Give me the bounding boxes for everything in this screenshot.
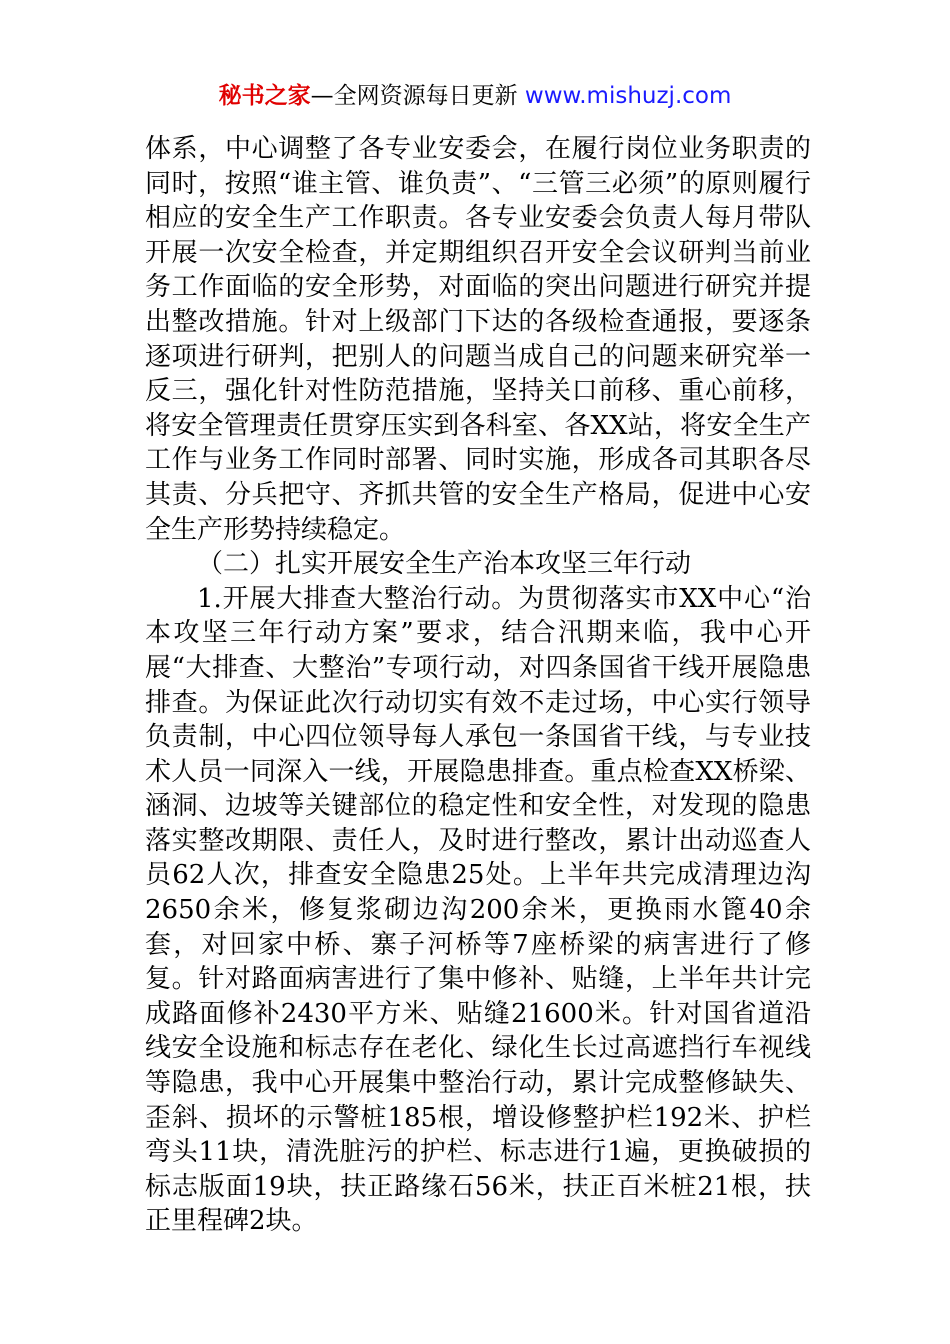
document-body [145, 132, 811, 1239]
site-brand: 秘书之家 [218, 83, 311, 109]
page-header [0, 80, 950, 112]
site-tagline: —全网资源每日更新 [310, 83, 518, 109]
body-paragraph: 体系，中心调整了各专业安委会，在履行岗位业务职责的同时，按照“谁主管、谁负责”、“三管三必须”的原则履行相应的安全生产工作职责。各专业安委会负责人每月带队开展一次安全检查，并定期组织召开安全会议研判当前业务工作面临的安全形势，对面临的突出问题进行研究并提出整改措施。针对上级部门下达的各级检查通报，要逐条逐项进行研判，把别人的问题当成自己的问题来研究举一反三，强化针对性防范措施，坚持关口前移、重心前移，将安全管理责任贯穿压实到各科室、各XX站，将安全生产工作与业务工作同时部署、同时实施，形成各司其职各尽其责、分兵把守、齐抓共管的安全生产格局，促进中心安全生产形势持续稳定。 [145, 134, 811, 545]
section-heading: （二）扎实开展安全生产治本攻坚三年行动 [197, 549, 692, 580]
site-url-link[interactable]: www.mishuzj.com [524, 83, 732, 109]
body-paragraph: 1.开展大排查大整治行动。为贯彻落实市XX中心“治本攻坚三年行动方案”要求，结合汛期来临，我中心开展“大排查、大整治”专项行动，对四条国省干线开展隐患排查。为保证此次行动切实有效不走过场，中心实行领导负责制，中心四位领导每人承包一条国省干线，与专业技术人员一同深入一线，开展隐患排查。重点检查XX桥梁、涵洞、边坡等关键部位的稳定性和安全性，对发现的隐患落实整改期限、责任人，及时进行整改，累计出动巡查人员62人次，排查安全隐患25处。上半年共完成清理边沟2650余米，修复浆砌边沟200余米，更换雨水篦40余套，对回家中桥、寨子河桥等7座桥梁的病害进行了修复。针对路面病害进行了集中修补、贴缝，上半年共计完成路面修补2430平方米、贴缝21600米。针对国省道沿线安全设施和标志存在老化、绿化生长过高遮挡行车视线等隐患，我中心开展集中整治行动，累计完成整修缺失、歪斜、损坏的示警桩185根，增设修整护栏192米、护栏弯头11块，清洗脏污的护栏、标志进行1遍，更换破损的标志版面19块，扶正路缘石56米，扶正百米桩21根，扶正里程碑2块。 [145, 583, 811, 1237]
